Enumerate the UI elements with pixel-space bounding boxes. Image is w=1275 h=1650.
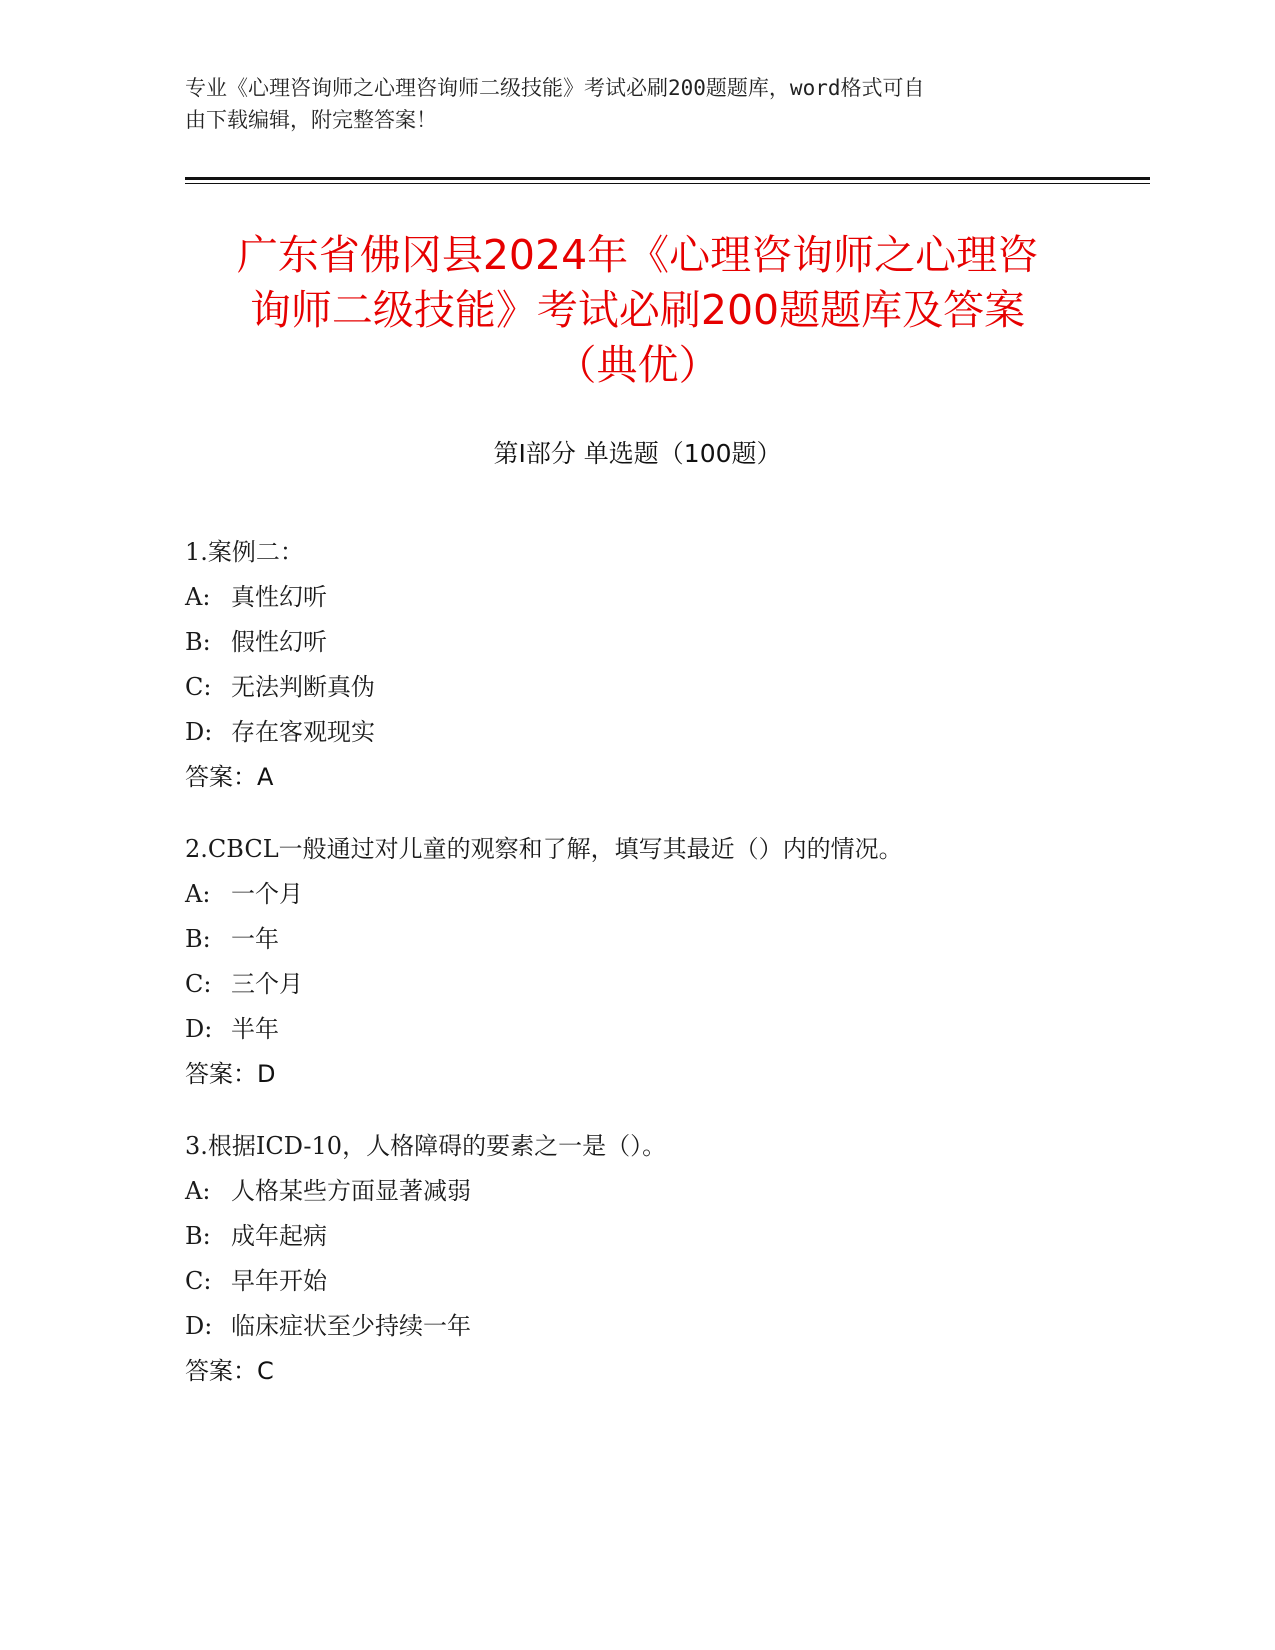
question-list	[185, 530, 1145, 1421]
option-letter: D:	[185, 1015, 213, 1043]
option-d	[185, 1007, 1145, 1052]
option-c	[185, 1259, 1145, 1304]
header-note-line-2: 由下载编辑，附完整答案！	[185, 108, 437, 132]
option-text: 半年	[231, 1015, 279, 1043]
option-letter: C:	[185, 673, 212, 701]
option-letter: B:	[185, 628, 211, 656]
question-stem: 1.案例二：	[185, 538, 304, 566]
question-2	[185, 827, 1145, 1097]
header-divider-thick	[185, 177, 1150, 180]
option-letter: B:	[185, 1222, 211, 1250]
option-letter: C:	[185, 970, 212, 998]
option-letter: D:	[185, 1312, 213, 1340]
answer: 答案：D	[185, 1060, 276, 1088]
option-letter: A:	[185, 583, 211, 611]
option-b	[185, 1214, 1145, 1259]
option-text: 成年起病	[231, 1222, 327, 1250]
option-d	[185, 710, 1145, 755]
option-letter: C:	[185, 1267, 212, 1295]
header-divider-thin	[185, 183, 1150, 184]
section-title: 第Ⅰ部分 单选题（100题）	[493, 439, 782, 468]
question-stem: 2.CBCL一般通过对儿童的观察和了解，填写其最近（）内的情况。	[185, 835, 903, 863]
option-letter: B:	[185, 925, 211, 953]
document-title	[150, 228, 1125, 393]
option-text: 无法判断真伪	[231, 673, 375, 701]
option-text: 三个月	[231, 970, 303, 998]
answer: 答案：C	[185, 1357, 274, 1385]
option-a	[185, 575, 1145, 620]
option-c	[185, 962, 1145, 1007]
option-text: 早年开始	[231, 1267, 327, 1295]
option-letter: A:	[185, 880, 211, 908]
option-text: 临床症状至少持续一年	[231, 1312, 471, 1340]
document-title-line-1: 广东省佛冈县2024年《心理咨询师之心理咨	[236, 231, 1039, 279]
question-1	[185, 530, 1145, 800]
option-a	[185, 872, 1145, 917]
document-title-line-2: 询师二级技能》考试必刷200题题库及答案	[249, 286, 1026, 334]
option-text: 真性幻听	[231, 583, 327, 611]
document-title-line-3: （典优）	[555, 341, 720, 389]
header-note-line-1: 专业《心理咨询师之心理咨询师二级技能》考试必刷200题题库，word格式可自	[185, 76, 925, 100]
option-text: 人格某些方面显著减弱	[231, 1177, 471, 1205]
option-b	[185, 620, 1145, 665]
option-letter: A:	[185, 1177, 211, 1205]
option-text: 一年	[231, 925, 279, 953]
option-text: 存在客观现实	[231, 718, 375, 746]
answer: 答案：A	[185, 763, 274, 791]
option-letter: D:	[185, 718, 213, 746]
option-text: 假性幻听	[231, 628, 327, 656]
option-b	[185, 917, 1145, 962]
question-stem: 3.根据ICD-10，人格障碍的要素之一是（）。	[185, 1132, 667, 1160]
question-3	[185, 1124, 1145, 1394]
header-note	[185, 72, 1065, 136]
option-a	[185, 1169, 1145, 1214]
option-text: 一个月	[231, 880, 303, 908]
option-c	[185, 665, 1145, 710]
option-d	[185, 1304, 1145, 1349]
